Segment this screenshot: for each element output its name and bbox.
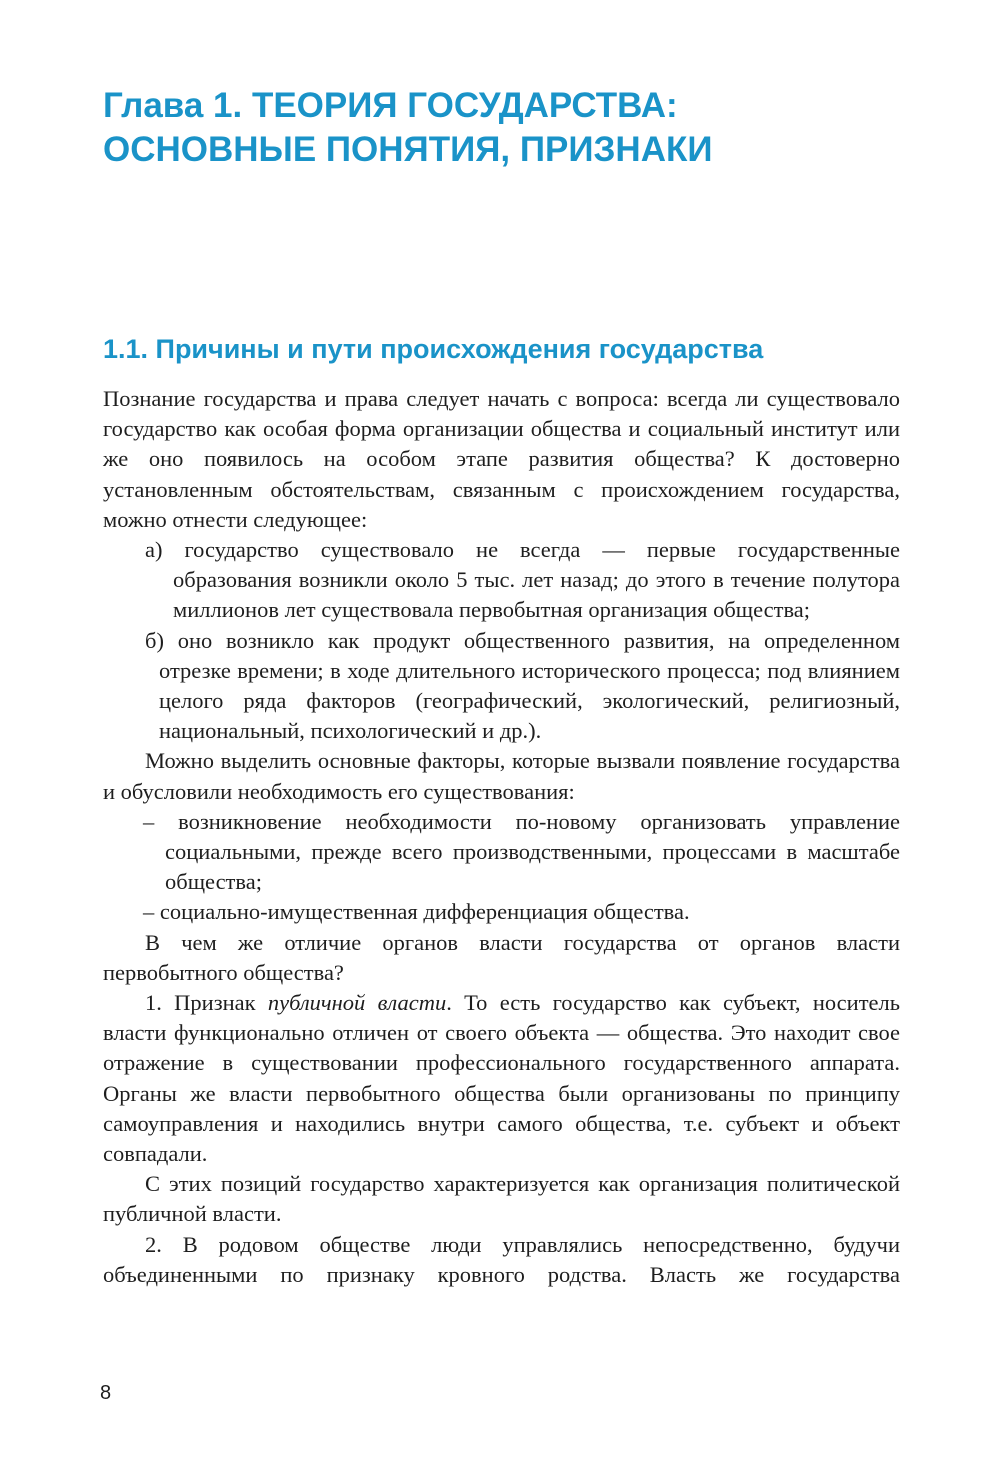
section-title: 1.1. Причины и пути происхождения государства bbox=[103, 334, 764, 364]
page-number: 8 bbox=[100, 1382, 112, 1404]
chapter-title-line-2: ОСНОВНЫЕ ПОНЯТИЯ, ПРИЗНАКИ bbox=[103, 130, 713, 169]
paragraph-public-power-prefix: 1. Признак bbox=[145, 990, 268, 1016]
list-item-b: б) оно возникло как продукт общественного развития, на определенном отрезке времени; в ходе длительного исторического процесса; под влиянием целого ряда факторов (географический, экологический, религиозный, национальный, психологический и др.). bbox=[145, 627, 900, 744]
list-item-dash-2: – социально-имущественная дифференциация общества. bbox=[143, 899, 690, 925]
paragraph-intro: Познание государства и права следует начать с вопроса: всегда ли существовало государство как особая форма организации общества и социальный институт или же оно появилось на особом этапе развития общества? К достоверно установленным обстоятельствам, связанным с происхождением государства, можно отнести следующее: bbox=[103, 386, 900, 532]
paragraph-public-power-rest: . То есть государство как субъект, носитель власти функционально отличен от своего объекта — общества. Это находит свое отражение в существовании профессионального государственного аппарата. Органы же власти первобытного общества были организованы по принципу самоуправления и находились внутри самого общества, т.е. субъект и объект совпадали. bbox=[103, 990, 901, 1167]
paragraph-question: В чем же отличие органов власти государства от органов власти первобытного общества? bbox=[103, 929, 900, 985]
emphasis-public-power: публичной власти bbox=[267, 990, 447, 1016]
body-text bbox=[103, 384, 900, 1290]
list-item-a: а) государство существовало не всегда — первые государственные образования возникли около 5 тыс. лет назад; до этого в течение полутора миллионов лет существовала первобытная организация общества; bbox=[145, 537, 900, 623]
chapter-title bbox=[103, 84, 923, 172]
paragraph-tribal-society: 2. В родовом обществе люди управлялись непосредственно, будучи объединенными по признаку кровного родства. Власть же государства bbox=[103, 1231, 900, 1287]
chapter-title-line-1: Глава 1. ТЕОРИЯ ГОСУДАРСТВА: bbox=[103, 86, 678, 125]
paragraph-factors: Можно выделить основные факторы, которые вызвали появление государства и обусловили необходимость его существования: bbox=[103, 748, 900, 804]
list-item-dash-1: – возникновение необходимости по-новому организовать управление социальными, прежде всего производственными, процессами в масштабе общества; bbox=[143, 808, 900, 895]
paragraph-public-power bbox=[103, 988, 900, 1169]
paragraph-positions: С этих позиций государство характеризуется как организация политической публичной власти. bbox=[103, 1171, 900, 1227]
